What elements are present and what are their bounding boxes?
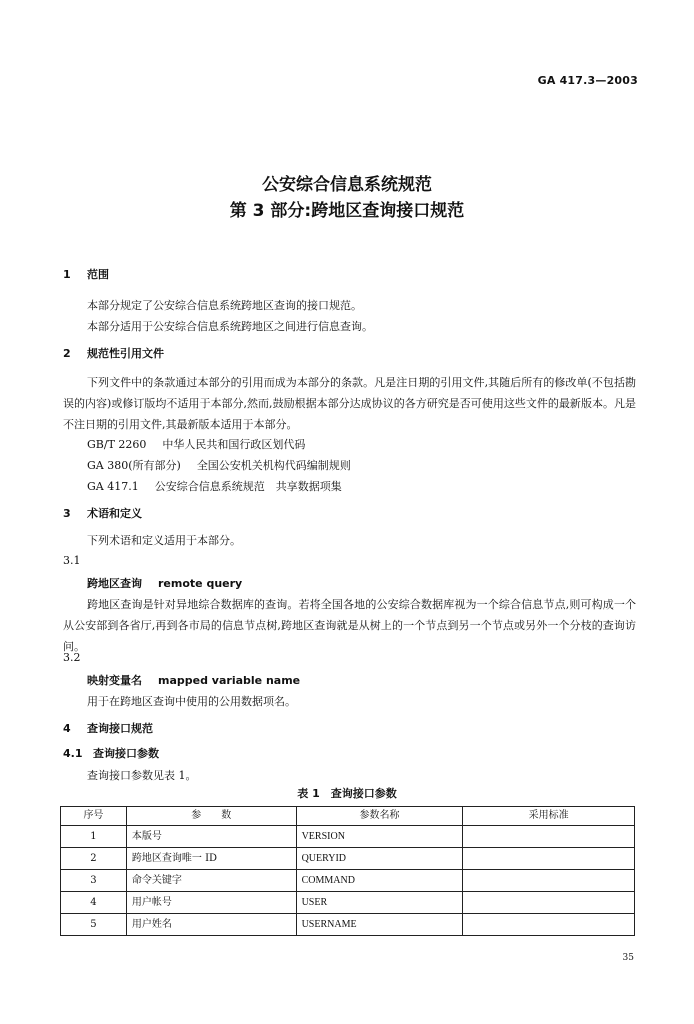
table-row [61, 826, 635, 848]
section-3-heading [63, 507, 142, 521]
reference-item [87, 436, 305, 452]
standard-cell [463, 826, 635, 848]
subsection-number: 4.1 [63, 747, 83, 760]
row-index: 2 [61, 848, 127, 870]
column-header: 参数名称 [296, 807, 463, 826]
reference-item [87, 478, 342, 494]
standard-cell [463, 870, 635, 892]
section-number: 3 [63, 507, 71, 520]
query-parameters-table [60, 806, 635, 936]
table-row [61, 914, 635, 936]
column-header: 参 数 [126, 807, 296, 826]
section-title: 范围 [87, 268, 109, 281]
table-row [61, 848, 635, 870]
subsection-4-1-heading [63, 747, 159, 761]
document-subtitle: 第 3 部分:跨地区查询接口规范 [229, 201, 465, 221]
table-row [61, 870, 635, 892]
term-2-heading [87, 672, 300, 688]
row-index: 4 [61, 892, 127, 914]
term-1-heading [87, 575, 242, 591]
section-1-heading [63, 268, 109, 282]
row-index: 1 [61, 826, 127, 848]
term-1-number: 3.1 [63, 554, 81, 567]
term-1-definition: 跨地区查询是针对异地综合数据库的查询。若将全国各地的公安综合数据库视为一个综合信息节点,则可构成一个从公安部到各省厅,再到各市局的信息节点树,跨地区查询就是从树上的一个节点到另一个节点或另外一个分枝的查询访问。 [63, 598, 636, 653]
table-row [61, 892, 635, 914]
section-4-heading [63, 722, 153, 736]
section-1-paragraph-2: 本部分适用于公安综合信息系统跨地区之间进行信息查询。 [87, 320, 373, 333]
standard-cell [463, 892, 635, 914]
reference-title: 公安综合信息系统规范 共享数据项集 [154, 480, 342, 493]
reference-code: GB/T 2260 [87, 438, 147, 451]
standard-cell [463, 914, 635, 936]
section-number: 1 [63, 268, 71, 281]
reference-item [87, 457, 351, 473]
parameter-cell: 用户帐号 [126, 892, 296, 914]
parameter-name-cell: VERSION [296, 826, 463, 848]
parameter-name-cell: USERNAME [296, 914, 463, 936]
table-header-row [61, 807, 635, 826]
parameter-name-cell: COMMAND [296, 870, 463, 892]
section-2-heading [63, 347, 164, 361]
term-name-en: mapped variable name [158, 674, 301, 687]
section-number: 2 [63, 347, 71, 360]
parameter-cell: 跨地区查询唯一 ID [126, 848, 296, 870]
reference-code: GA 380(所有部分) [87, 459, 181, 472]
parameter-cell: 用户姓名 [126, 914, 296, 936]
term-name: 映射变量名 [87, 674, 142, 687]
document-title: 公安综合信息系统规范 [262, 175, 432, 195]
section-title: 术语和定义 [87, 507, 142, 520]
parameter-cell: 命令关键字 [126, 870, 296, 892]
term-name-en: remote query [158, 577, 243, 590]
term-2-number: 3.2 [63, 651, 81, 664]
parameter-name-cell: QUERYID [296, 848, 463, 870]
column-header: 采用标准 [463, 807, 635, 826]
parameter-name-cell: USER [296, 892, 463, 914]
reference-title: 全国公安机关机构代码编制规则 [196, 459, 351, 472]
reference-title: 中华人民共和国行政区划代码 [162, 438, 306, 451]
section-3-intro: 下列术语和定义适用于本部分。 [87, 534, 241, 547]
term-name: 跨地区查询 [87, 577, 142, 590]
section-2-paragraph: 下列文件中的条款通过本部分的引用而成为本部分的条款。凡是注日期的引用文件,其随后所有的修改单(不包括勘误的内容)或修订版均不适用于本部分,然而,鼓励根据本部分达成协议的各方研究是否可使用这些文件的最新版本。凡是不注日期的引用文件,其最新版本适用于本部分。 [63, 376, 636, 431]
section-title: 规范性引用文件 [87, 347, 164, 360]
standard-cell [463, 848, 635, 870]
section-title: 查询接口规范 [87, 722, 153, 735]
standard-code: GA 417.3—2003 [537, 74, 638, 87]
row-index: 5 [61, 914, 127, 936]
section-number: 4 [63, 722, 71, 735]
subsection-title: 查询接口参数 [93, 747, 159, 760]
term-2-definition: 用于在跨地区查询中使用的公用数据项名。 [87, 695, 296, 708]
subsection-4-1-text: 查询接口参数见表 1。 [87, 769, 197, 782]
table-caption: 表 1 查询接口参数 [297, 787, 397, 800]
row-index: 3 [61, 870, 127, 892]
parameter-cell: 本版号 [126, 826, 296, 848]
page-number: 35 [622, 953, 634, 963]
section-1-paragraph-1: 本部分规定了公安综合信息系统跨地区查询的接口规范。 [87, 299, 362, 312]
reference-code: GA 417.1 [87, 480, 139, 493]
column-header: 序号 [61, 807, 127, 826]
